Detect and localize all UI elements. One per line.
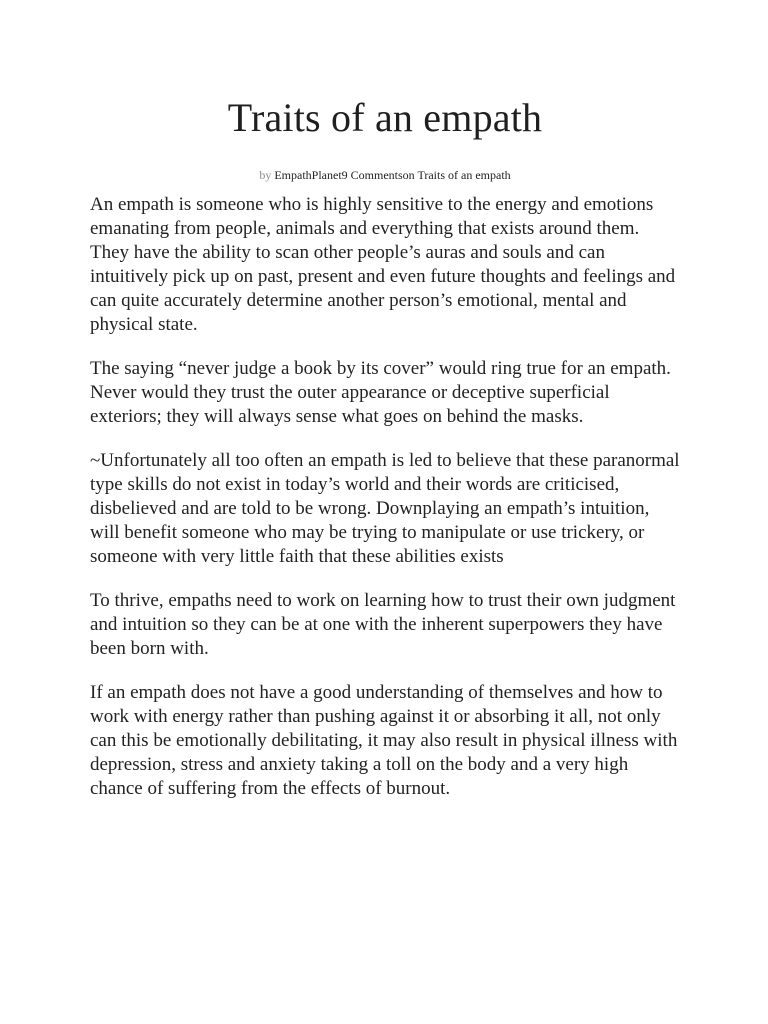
article-byline <box>90 167 680 183</box>
byline-prefix: by <box>259 168 272 182</box>
article-body <box>90 193 680 801</box>
article-paragraph-5: If an empath does not have a good understanding of themselves and how to work with energy rather than pushing against it or absorbing it all, not only can this be emotionally debilitating, it may also result in physical illness with depression, stress and anxiety taking a toll on the body and a very high chance of suffering from the effects of burnout. <box>90 682 678 799</box>
byline-author: EmpathPlanet9 <box>274 168 348 182</box>
article-title: Traits of an empath <box>227 95 543 140</box>
article-paragraph-4: To thrive, empaths need to work on learning how to trust their own judgment and intuition so they can be at one with the inherent superpowers they have been born with. <box>90 590 676 659</box>
article-paragraph-3: ~Unfortunately all too often an empath is led to believe that these paranormal type skills do not exist in today’s world and their words are criticised, disbelieved and are told to be wrong. Downplaying an empath’s intuition, will benefit someone who may be trying to manipulate or use trickery, or someone with very little faith that these abilities exists <box>90 450 680 567</box>
article-paragraph-1: An empath is someone who is highly sensitive to the energy and emotions emanating from people, animals and everything that exists around them. They have the ability to scan other people’s auras and souls and can intuitively pick up on past, present and even future thoughts and feelings and can quite accurately determine another person’s emotional, mental and physical state. <box>90 194 676 335</box>
article-paragraph-2: The saying “never judge a book by its cover” would ring true for an empath. Never would they trust the outer appearance or deceptive superficial exteriors; they will always sense what goes on behind the masks. <box>90 358 671 427</box>
byline-comments: Commentson Traits of an empath <box>350 168 511 182</box>
